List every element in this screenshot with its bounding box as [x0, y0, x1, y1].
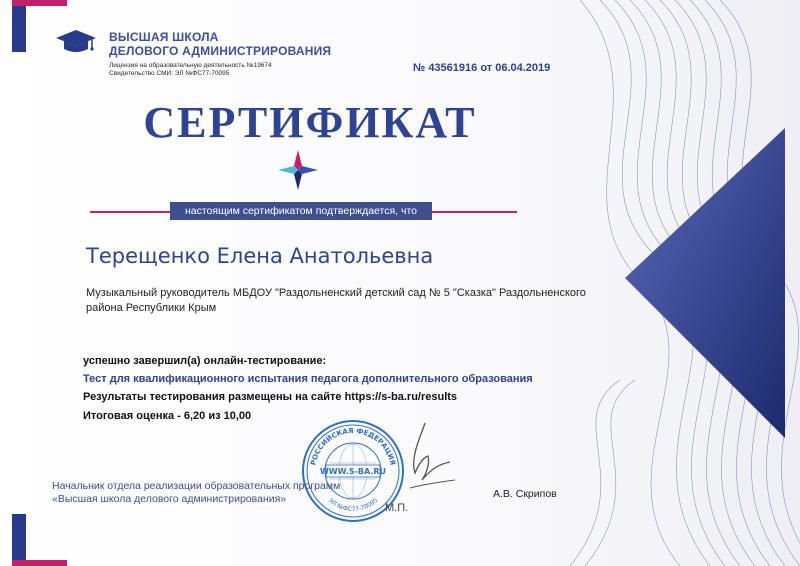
recipient-role	[86, 286, 631, 315]
stamp-center-text: WWW.S-BA.RU	[319, 467, 387, 476]
corner-bracket-top-left	[12, 0, 26, 52]
signatory-name: А.В. Скрипов	[493, 488, 557, 500]
results-link-text: Результаты тестирования размещены на сайте https://s-ba.ru/results	[83, 391, 458, 403]
certificate-title: СЕРТИФИКАТ	[143, 98, 477, 147]
signatory-position	[52, 480, 340, 506]
org-name-line1: ВЫСШАЯ ШКОЛА	[109, 30, 219, 44]
completion-statement: успешно завершил(а) онлайн-тестирование:	[83, 355, 327, 367]
signature-mark	[380, 418, 460, 498]
graduation-cap-icon	[54, 28, 98, 56]
star-emblem-icon	[278, 150, 318, 190]
test-name: Тест для квалификационного испытания педагога дополнительного образования	[83, 373, 533, 385]
license-line1: Лицензия на образовательную деятельность №19674	[109, 62, 272, 69]
license-line2: Свидетельство СМИ: ЭЛ №ФС77-70095	[109, 70, 230, 77]
corner-bracket-bottom-left	[12, 514, 26, 566]
organization-name	[109, 30, 331, 58]
role-line1: Музыкальный руководитель МБДОУ "Раздольненский детский сад № 5 "Сказка" Раздольненского	[86, 287, 586, 299]
decorative-triangle	[625, 128, 785, 438]
subtitle-rule-left	[90, 211, 170, 213]
subtitle-band: настоящим сертификатом подтверждается, что	[170, 202, 432, 220]
corner-accent-bottom-left	[12, 560, 67, 566]
subtitle-rule-right	[432, 211, 517, 213]
position-line2: «Высшая школа делового администрирования»	[52, 493, 287, 505]
org-name-line2: ДЕЛОВОГО АДМИНИСТРИРОВАНИЯ	[109, 44, 332, 58]
corner-accent-top-left	[12, 0, 67, 6]
stamp-bottom-text: ЭЛ №ФС77-70095	[326, 496, 380, 514]
role-line2: района Республики Крым	[86, 301, 217, 314]
position-line1: Начальник отдела реализации образовательных программ	[52, 480, 341, 492]
license-info	[109, 62, 272, 78]
final-grade: Итоговая оценка - 6,20 из 10,00	[83, 410, 252, 422]
certificate-number: № 43561916 от 06.04.2019	[413, 62, 551, 74]
recipient-name: Терещенко Елена Анатольевна	[86, 244, 434, 268]
stamp-place-mark: М.П.	[385, 502, 409, 514]
stamp-ring-text: РОССИЙСКАЯ ФЕДЕРАЦИЯ	[309, 426, 397, 467]
